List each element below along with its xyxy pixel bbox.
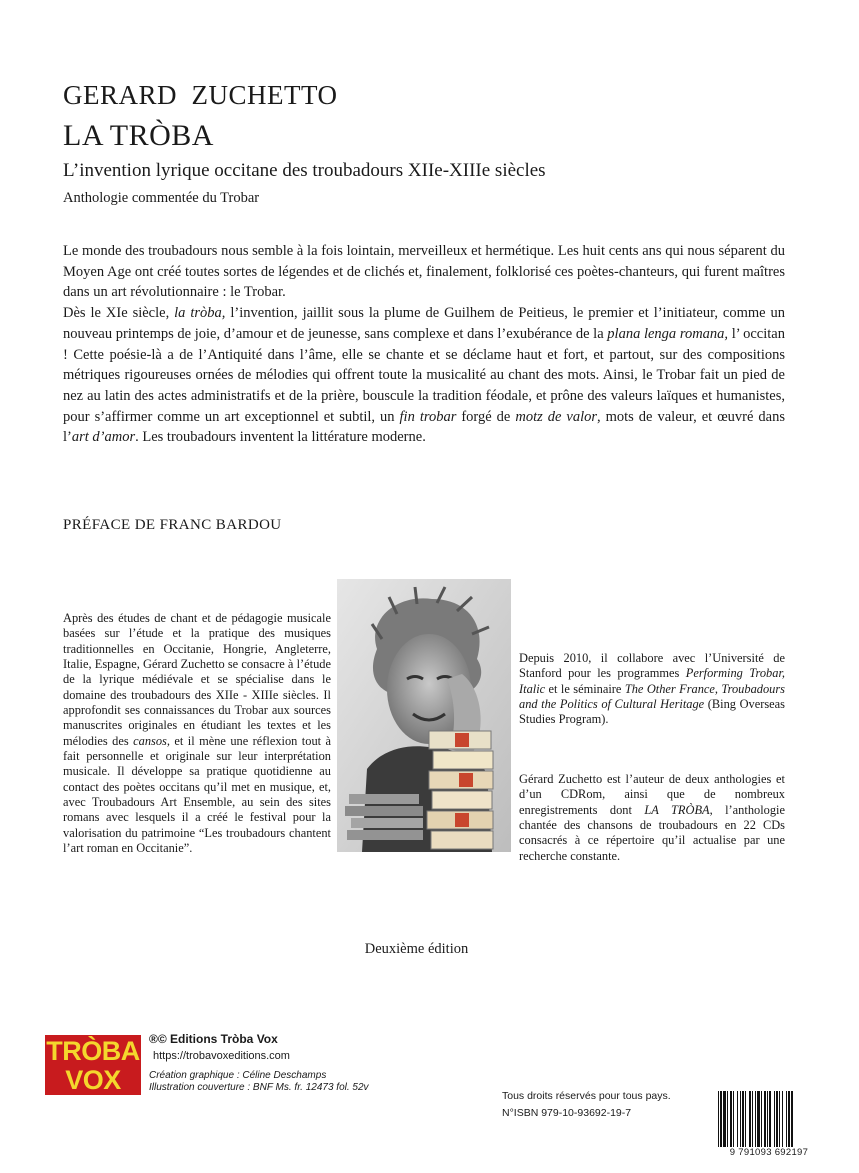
rights-notice: Tous droits réservés pour tous pays. xyxy=(502,1090,671,1102)
biography-left: Après des études de chant et de pédagogie musicale basées sur l’étude et la pratique des musiques traditionnelles en Occitanie, Hongrie, Angleterre, Italie, Espagne, Gérard Zuchetto se consacre à l’étude de la lyrique médiévale et se spécialise dans le domaine des troubadours des XIIe - XIIIe siècles. Il approfondit ses connaissances du Trobar aux sources manuscrites originales en étudiant les textes et les mélodies des cansos, et il mène une réflexion tout à fait personnelle et originale sur leur interprétation musicale. Il développe sa pratique quotidienne au contact des poètes occitans qu’il met en musique, et, avec Troubadours Art Ensemble, au sein des sites romans avec lesquels il a créé le festival pour la valorisation du patrimoine “Les troubadours chantent l’art roman en Occitanie”. xyxy=(63,611,332,856)
logo-line-1: TRÒBA xyxy=(46,1036,140,1066)
edition-label: Deuxième édition xyxy=(364,941,469,957)
intro-paragraph-1: Le monde des troubadours nous semble à la fois lointain, merveilleux et hermétique. Les huit cents ans qui nous séparent du Moyen Age ont créé toutes sortes de légendes et de clichés et, finalement, folklorisé ces poètes-chanteurs, qui furent maîtres dans un art révolutionnaire : le Trobar. xyxy=(63,243,785,301)
logo-line-2: VOX xyxy=(65,1065,121,1095)
book-tagline: Anthologie commentée du Trobar xyxy=(63,190,260,206)
publisher-name: ®© Editions Tròba Vox xyxy=(149,1032,278,1046)
barcode xyxy=(717,1091,821,1149)
credit-design: Création graphique : Céline Deschamps xyxy=(149,1070,327,1081)
intro-text xyxy=(63,241,785,448)
author-photo xyxy=(337,579,511,852)
book-title: LA TRÒBA xyxy=(63,119,214,152)
preface-heading: PRÉFACE DE FRANC BARDOU xyxy=(63,517,282,533)
book-subtitle: L’invention lyrique occitane des troubadours XIIe-XIIIe siècles xyxy=(63,160,546,181)
biography-right-2: Gérard Zuchetto est l’auteur de deux anthologies et d’un CDRom, ainsi que de nombreux enregistrements dont LA TRÒBA, l’anthologie chantée des chansons de troubadours en 22 CDs consacrés à ce répertoire qu’il actualise par une recherche constante. xyxy=(519,772,785,863)
intro-paragraph-2: Dès le XIe siècle, la tròba, l’invention, jaillit sous la plume de Guilhem de Peitieus, le premier et l’initiateur, comme un nouveau printemps de joie, d’amour et de jeunesse, sans complexe et dans l’exubérance de la plana lenga romana, l’ occitan ! Cette poésie-là a de l’Antiquité dans l’âme, elle se chante et se déclame haut et fort, et partout, sur des compositions métriques rigoureuses ornées de mélodies qui offrent toute la musicalité au chant des mots. Ainsi, le Trobar fait un pied de nez au latin des actes administratifs et de la prière, bouscule la tradition féodale, et prône des valeurs laïques et humanistes, pour s’affirmer comme un art exceptionnel et subtil, un fin trobar forgé de motz de valor, mots de valeur, et œuvré dans l’art d’amor. Les troubadours inventent la littérature moderne. xyxy=(63,305,786,446)
barcode-number: 9 791093 692197 xyxy=(729,1147,809,1158)
isbn-number: N°ISBN 979-10-93692-19-7 xyxy=(502,1107,632,1119)
credit-illustration: Illustration couverture : BNF Ms. fr. 12473 fol. 52v xyxy=(149,1082,369,1093)
publisher-website[interactable]: https://trobavoxeditions.com xyxy=(153,1050,290,1062)
author-name: GERARD ZUCHETTO xyxy=(63,80,338,110)
publisher-logo xyxy=(45,1035,141,1095)
biography-right-1: Depuis 2010, il collabore avec l’Université de Stanford pour les programmes Performing Trobar, Italic et le séminaire The Other France, Troubadours and the Politics of Cultural Heritage (Bing Overseas Studies Program). xyxy=(519,651,785,727)
